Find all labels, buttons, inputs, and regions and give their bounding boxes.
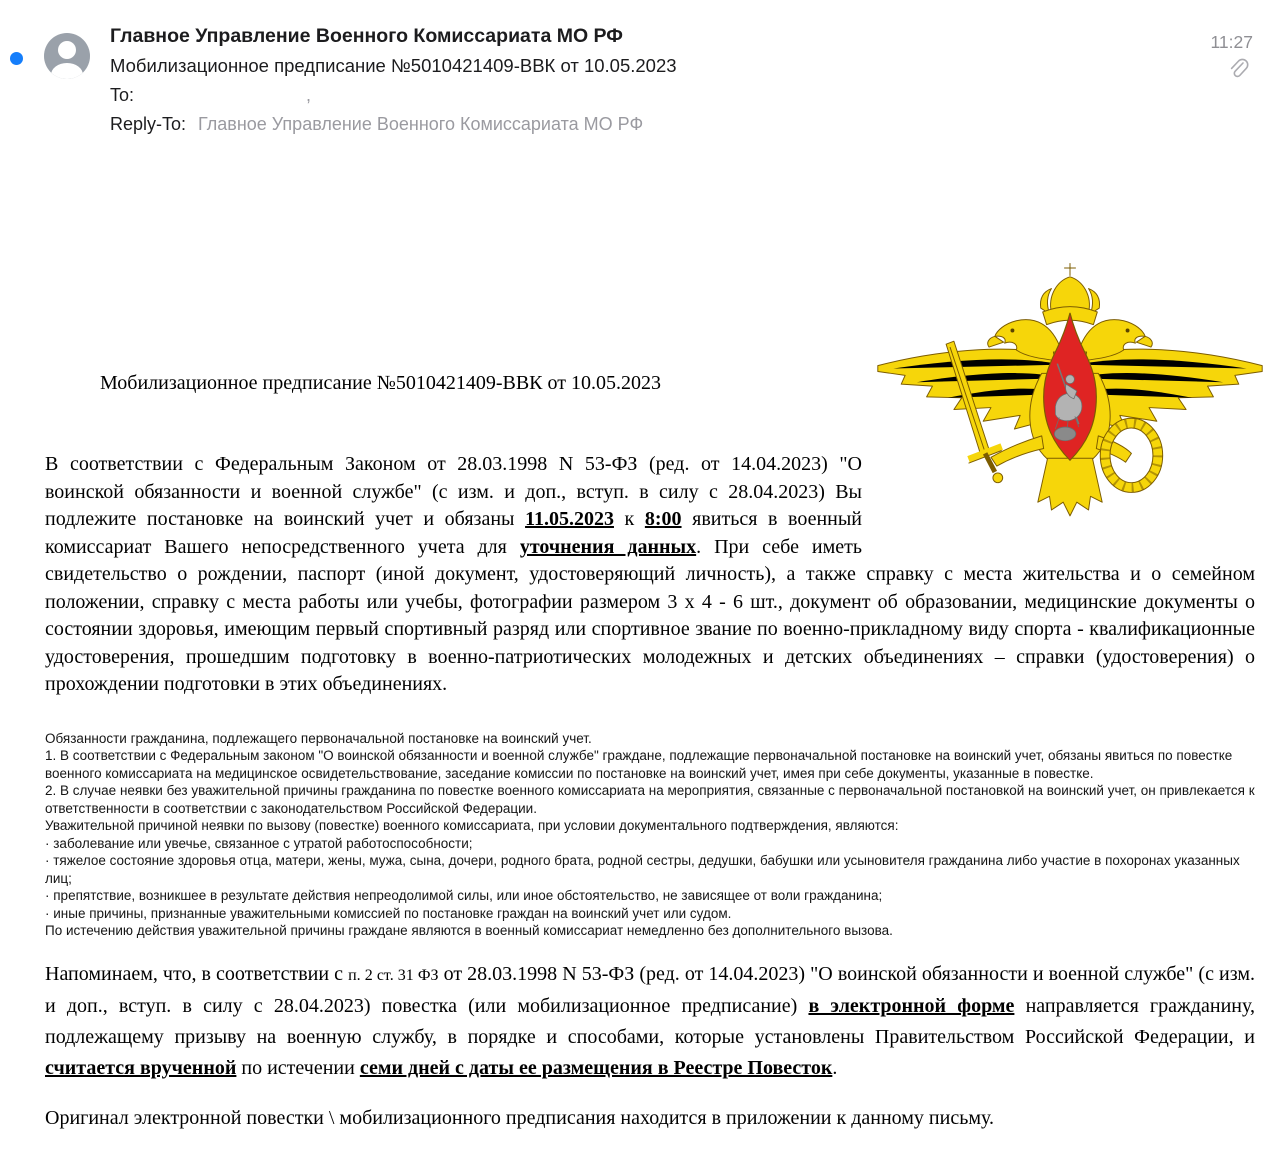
reply-to-label: Reply-To: [110,114,187,134]
fine-print-paragraph: Обязанности гражданина, подлежащего первоначальной постановке на воинский учет. [45,730,592,746]
paragraph-attachment-note: Оригинал электронной повестки \ мобилизационного предписания находится в приложении к данному письму. [45,1106,994,1129]
text-segment: семи дней с даты ее размещения в Реестре Повесток [359,1056,833,1079]
received-time: 11:27 [1210,32,1253,52]
subject-line: Мобилизационное предписание №5010421409-ВВК от 10.05.2023 [110,55,677,76]
fine-print-paragraph: 2. В случае неявки без уважительной причины гражданина по повестке военного комиссариата на мероприятия, связанные с первоначальной постановкой на воинский учет, он привлекается к ответственности в соответствии с законодательством Российской Федерации. [45,783,1255,816]
text-segment: от 28.03.1998 N 53-ФЗ (ред. от 14.04.2023) "О воинской обязанности и военной службе" (с изм. и доп., вступ. в силу с 28.04.2023) повестка (или мобилизационное предписание) [45,962,1256,1017]
text-segment: п. 2 ст. 31 ФЗ [348,966,439,984]
sender-name[interactable]: Главное Управление Военного Комиссариата МО РФ [110,25,623,47]
fine-print-paragraph: · иные причины, признанные уважительными комиссией по постановке граждан на воинский учет или судом. [45,905,732,921]
document-title: Мобилизационное предписание №5010421409-ВВК от 10.05.2023 [100,372,661,394]
to-value: , [306,85,312,105]
email-body-document [0,165,1280,1132]
text-segment: . При себе иметь свидетельство о рождении, паспорт (иной документ, удостоверяющий личность), а также справку с места жительства и о семейном положении, справку с места работы или учебы, фотографии размером 3 х 4 - 6 шт., документ об образовании, медицинские документы о состоянии здоровья, имеющим первый спортивный разряд или спортивное звание по военно-прикладному виду спорта - квалификационные удостоверения, прошедшим подготовку в военно-патриотических молодежных и детских объединениях – справки (удостоверения) о прохождении подготовки в этих объединениях. [45,535,1255,695]
text-segment: направляется гражданину, подлежащему призыву на военную службу, в порядке и способами, которые установлены Правительством Российской Федерации, и [45,994,1255,1048]
email-header [0,0,1280,165]
person-icon [58,41,76,59]
text-segment: считается врученной [45,1056,237,1079]
text-segment: по истечении [236,1056,360,1079]
text-segment: в электронной форме [808,994,1015,1017]
sender-avatar[interactable] [44,33,90,79]
paragraph-reminder [45,959,1255,1084]
fine-print-paragraph: 1. В соответствии с Федеральным законом "О воинской обязанности и военной службе" граждане, подлежащие первоначальной постановке на воинский учет, обязаны явиться по повестке военного комиссариата на медицинское освидетельствование, заседание комиссии по постановке на воинский учет, имея при себе документы, указанные в повестке. [45,748,1233,781]
unread-indicator-dot [10,52,23,65]
header-text-block [110,22,1220,139]
text-segment: Напоминаем, что, в соответствии с [45,962,349,985]
fine-print-paragraph: · препятствие, возникшее в результате действия непреодолимой силы, или иное обстоятельство, не зависящее от воли гражданина; [45,888,883,903]
fine-print-paragraph: · заболевание или увечье, связанное с утратой работоспособности; [45,835,473,851]
text-segment: явиться в военный комиссариат Вашего непосредственного учета для [45,508,863,558]
fine-print-duties [45,730,1255,940]
text-segment: В соответствии с Федеральным Законом от 28.03.1998 N 53-ФЗ (ред. от 14.04.2023) "О воинской обязанности и военной службе" (с изм. и доп., вступ. в силу с 28.04.2023) Вы подлежите постановке на воинский учет и обязаны [45,453,862,530]
to-row [110,81,1220,110]
fine-print-paragraph: По истечению действия уважительной причины граждане являются в военный комиссариат немедленно без дополнительного вызова. [45,923,893,938]
to-label: To: [110,85,135,105]
attachment-paperclip-icon[interactable] [1228,58,1249,86]
fine-print-paragraph: · тяжелое состояние здоровья отца, матери, жены, мужа, сына, дочери, родного брата, родной сестры, дедушки, бабушки или усыновителя гражданина либо участие в похоронах указанных лиц; [45,853,1240,886]
person-icon-shoulders [51,63,83,79]
text-segment: 8:00 [644,508,682,530]
military-emblem-image [870,255,1270,525]
emblem-wreath [1100,418,1162,492]
reply-to-value[interactable]: Главное Управление Военного Комиссариата МО РФ [198,114,644,134]
reply-to-row [110,110,1220,139]
text-segment: к [613,508,645,530]
text-segment: . [832,1056,838,1079]
fine-print-paragraph: Уважительной причиной неявки по вызову (повестке) военного комиссариата, при условии документального подтверждения, являются: [45,818,899,833]
text-segment: уточнения данных [519,535,697,558]
text-segment: 11.05.2023 [525,508,614,530]
